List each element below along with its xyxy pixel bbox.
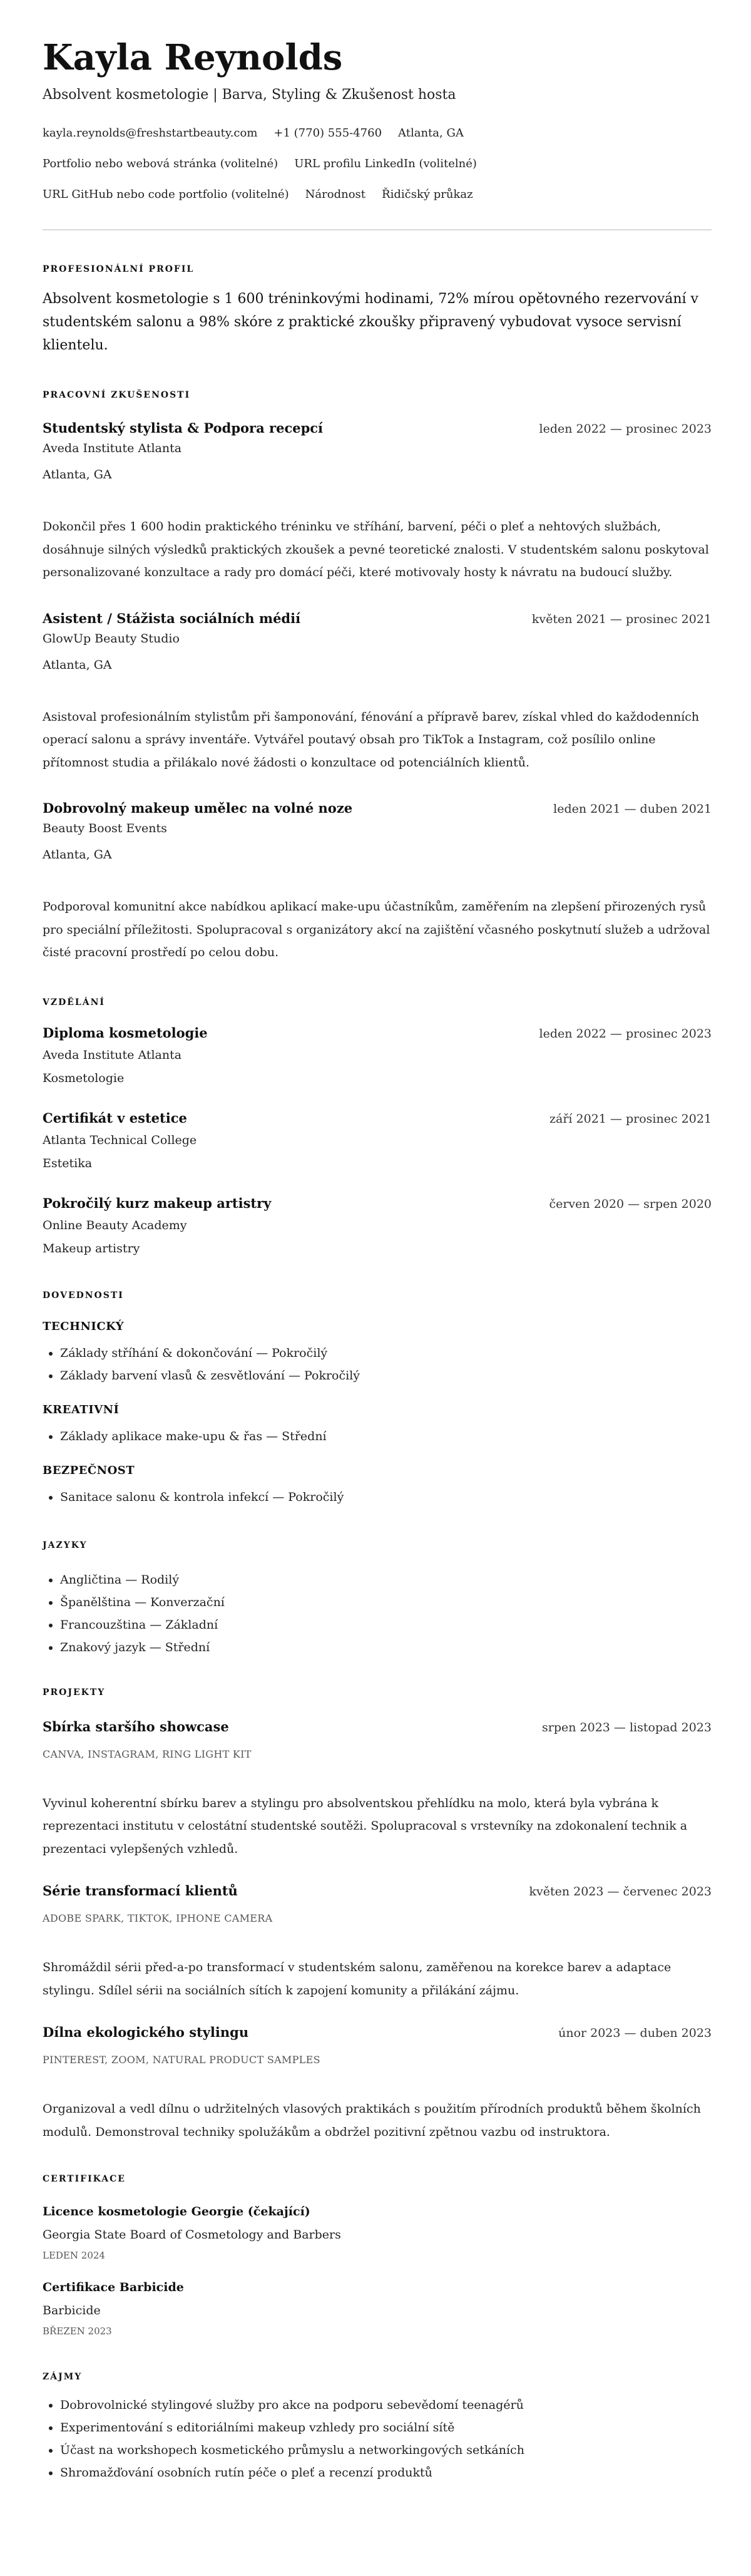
resume-header (43, 38, 712, 204)
skills-section (43, 1289, 712, 1508)
section-heading: PROFESIONÁLNÍ PROFIL (43, 264, 195, 274)
education-header (43, 1110, 712, 1128)
field-of-study: Kosmetologie (43, 1071, 125, 1085)
project-entry (43, 1882, 712, 2002)
job-company: GlowUp Beauty Studio (43, 631, 180, 646)
language-item: • Angličtina — Rodilý (60, 1569, 712, 1591)
job-company: Beauty Boost Events (43, 822, 167, 835)
location: Atlanta, GA (398, 126, 464, 140)
field-of-study: Estetika (43, 1156, 93, 1170)
section-heading: CERTIFIKACE (43, 2174, 126, 2184)
field-of-study: Makeup artistry (43, 1241, 140, 1255)
interest-item: • Dobrovolnické stylingové služby pro akce na podporu sebevědomí teenagérů (60, 2394, 712, 2416)
school-name: Online Beauty Academy (43, 1218, 187, 1232)
phone-link[interactable]: +1 (770) 555-4760 (273, 126, 382, 140)
job-entry (43, 800, 712, 964)
section-heading: VZDĚLÁNÍ (43, 997, 105, 1007)
section-heading: PROJEKTY (43, 1687, 106, 1698)
skill-item: • Základy aplikace make-upu & řas — Střední (60, 1425, 712, 1448)
project-tech-stack: CANVA, INSTAGRAM, RING LIGHT KIT (43, 1748, 252, 1760)
language-item: • Francouzština — Základní (60, 1614, 712, 1636)
degree-title: Pokročilý kurz makeup artistry (43, 1195, 272, 1211)
section-heading: DOVEDNOSTI (43, 1290, 124, 1301)
language-list (43, 1569, 712, 1659)
job-description: Podporoval komunitní akce nabídkou aplikací make-upu účastníkům, zaměřením na zlepšení přirozených rysů pro speciální příležitosti. Spolupracoval s organizátory akcí na zajištění včasného poskytnutí služeb a udržoval čisté pracovní prostředí po celou dobu. (43, 900, 710, 959)
language-item: • Znakový jazyk — Střední (60, 1636, 712, 1659)
project-dates: srpen 2023 — listopad 2023 (542, 1720, 712, 1734)
email-link[interactable]: kayla.reynolds@freshstartbeauty.com (43, 126, 258, 140)
project-title: Série transformací klientů (43, 1883, 238, 1899)
skill-item: • Sanitace salonu & kontrola infekcí — Pokročilý (60, 1486, 712, 1508)
certification-entry (43, 2203, 712, 2262)
nationality: Národnost (305, 188, 366, 201)
certification-issuer: Barbicide (43, 2304, 101, 2317)
section-heading: ZÁJMY (43, 2372, 83, 2382)
experience-section (43, 389, 712, 964)
skill-group-heading: TECHNICKÝ (43, 1319, 125, 1333)
job-entry (43, 420, 712, 584)
certification-name: Certifikace Barbicide (43, 2280, 184, 2294)
projects-section (43, 1686, 712, 2144)
job-header (43, 420, 712, 438)
job-title: Studentský stylista & Podpora recepcí (43, 420, 324, 436)
skill-list (43, 1486, 712, 1508)
contact-row (43, 155, 712, 173)
certification-name: Licence kosmetologie Georgie (čekající) (43, 2205, 310, 2218)
project-description: Vyvinul koherentní sbírku barev a stylingu pro absolventskou přehlídku na molo, která byla vybrána k reprezentaci institutu v celostátní studentské soutěži. Spolupracoval s vrstevníky na zdokonalení technik a prezentaci vylepšených vzhledů. (43, 1796, 688, 1856)
education-header (43, 1024, 712, 1043)
skill-list (43, 1342, 712, 1387)
job-location: Atlanta, GA (43, 657, 112, 672)
job-dates: leden 2021 — duben 2021 (553, 802, 712, 816)
certification-date: LEDEN 2024 (43, 2250, 105, 2261)
interest-item: • Experimentování s editoriálními makeup vzhledy pro sociální sítě (60, 2416, 712, 2439)
education-dates: červen 2020 — srpen 2020 (549, 1197, 712, 1211)
project-dates: únor 2023 — duben 2023 (558, 2026, 712, 2040)
job-header (43, 610, 712, 628)
contact-row (43, 124, 712, 143)
certification-entry (43, 2279, 712, 2337)
job-company: Aveda Institute Atlanta (43, 441, 182, 455)
skill-list (43, 1425, 712, 1448)
job-location: Atlanta, GA (43, 848, 112, 862)
project-description: Shromáždil sérii před-a-po transformací v studentském salonu, zaměřenou na korekce barev a adaptace stylingu. Sdílel sérii na sociálních sítích k zapojení komunity a přilákání zájmu. (43, 1960, 672, 1997)
job-header (43, 800, 712, 818)
project-header (43, 1718, 712, 1736)
certification-date: BŘEZEN 2023 (43, 2326, 112, 2337)
languages-section (43, 1539, 712, 1659)
header-divider (43, 229, 712, 230)
interest-list (43, 2394, 712, 2484)
education-dates: září 2021 — prosinec 2021 (549, 1111, 712, 1126)
profile-section (43, 263, 712, 357)
project-title: Dílna ekologického stylingu (43, 2024, 249, 2040)
job-dates: květen 2021 — prosinec 2021 (531, 612, 712, 626)
certifications-section (43, 2173, 712, 2337)
profile-summary: Absolvent kosmetologie s 1 600 tréninkovými hodinami, 72% mírou opětovného rezervování v studentském salonu a 98% skóre z praktické zkoušky připravený vybudovat vysoce servisní klientelu. (43, 291, 698, 353)
drivers-license: Řidičský průkaz (382, 188, 473, 201)
interest-item: • Účast na workshopech kosmetického průmyslu a networkingových setkáních (60, 2439, 712, 2461)
job-description: Asistoval profesionálním stylistům při šamponování, fénování a přípravě barev, získal vhled do každodenních operací salonu a správy inventáře. Vytvářel poutavý obsah pro TikTok a Instagram, což posílilo online přítomnost studia a přilákalo nové žádosti o konzultace od potenciálních klientů. (43, 709, 700, 770)
candidate-headline: Absolvent kosmetologie | Barva, Styling & Zkušenost hosta (43, 87, 456, 103)
contact-row (43, 185, 712, 204)
candidate-name: Kayla Reynolds (43, 37, 343, 78)
project-description: Organizoval a vedl dílnu o udržitelných vlasových praktikách s použitím přírodních produktů během školních modulů. Demonstroval techniky spolužákům a obdržel pozitivní zpětnou vazbu od instruktora. (43, 2102, 701, 2139)
project-title: Sbírka staršího showcase (43, 1718, 229, 1734)
linkedin-link[interactable]: URL profilu LinkedIn (volitelné) (294, 157, 477, 170)
language-item: • Španělština — Konverzační (60, 1591, 712, 1614)
project-header (43, 2024, 712, 2042)
education-header (43, 1195, 712, 1213)
job-title: Asistent / Stážista sociálních médií (43, 610, 301, 626)
education-entry (43, 1110, 712, 1172)
project-entry (43, 2024, 712, 2143)
education-entry (43, 1195, 712, 1257)
project-header (43, 1882, 712, 1900)
education-section (43, 996, 712, 1257)
interest-item: • Shromažďování osobních rutín péče o pleť a recenzí produktů (60, 2461, 712, 2484)
project-tech-stack: ADOBE SPARK, TIKTOK, IPHONE CAMERA (43, 1912, 273, 1924)
skill-group-heading: KREATIVNÍ (43, 1403, 120, 1416)
project-tech-stack: PINTEREST, ZOOM, NATURAL PRODUCT SAMPLES (43, 2054, 320, 2066)
project-entry (43, 1718, 712, 1861)
education-entry (43, 1024, 712, 1087)
job-description: Dokončil přes 1 600 hodin praktického tréninku ve stříhání, barvení, péči o pleť a nehtových službách, dosáhnuje silných výsledků praktických zkoušek a pevné teoretické znalosti. V studentském salonu poskytoval personalizované konzultace a rady pro domácí péči, které motivovaly hosty k návratu na budoucí služby. (43, 520, 709, 579)
education-dates: leden 2022 — prosinec 2023 (539, 1026, 712, 1041)
degree-title: Diploma kosmetologie (43, 1024, 208, 1041)
section-heading: JAZYKY (43, 1540, 88, 1550)
job-title: Dobrovolný makeup umělec na volné noze (43, 800, 353, 816)
school-name: Aveda Institute Atlanta (43, 1048, 182, 1062)
job-location: Atlanta, GA (43, 468, 112, 482)
job-entry (43, 610, 712, 775)
interests-section (43, 2371, 712, 2484)
school-name: Atlanta Technical College (43, 1133, 197, 1147)
section-heading: PRACOVNÍ ZKUŠENOSTI (43, 390, 191, 400)
project-dates: květen 2023 — červenec 2023 (529, 1885, 712, 1899)
job-dates: leden 2022 — prosinec 2023 (539, 422, 712, 436)
certification-issuer: Georgia State Board of Cosmetology and Barbers (43, 2228, 341, 2242)
degree-title: Certifikát v estetice (43, 1110, 187, 1126)
github-link[interactable]: URL GitHub nebo code portfolio (volitelné) (43, 188, 289, 201)
skill-item: • Základy stříhání & dokončování — Pokročilý (60, 1342, 712, 1364)
skill-item: • Základy barvení vlasů & zesvětlování — Pokročilý (60, 1364, 712, 1387)
portfolio-link[interactable]: Portfolio nebo webová stránka (volitelné) (43, 157, 278, 170)
skill-group-heading: BEZPEČNOST (43, 1463, 135, 1477)
